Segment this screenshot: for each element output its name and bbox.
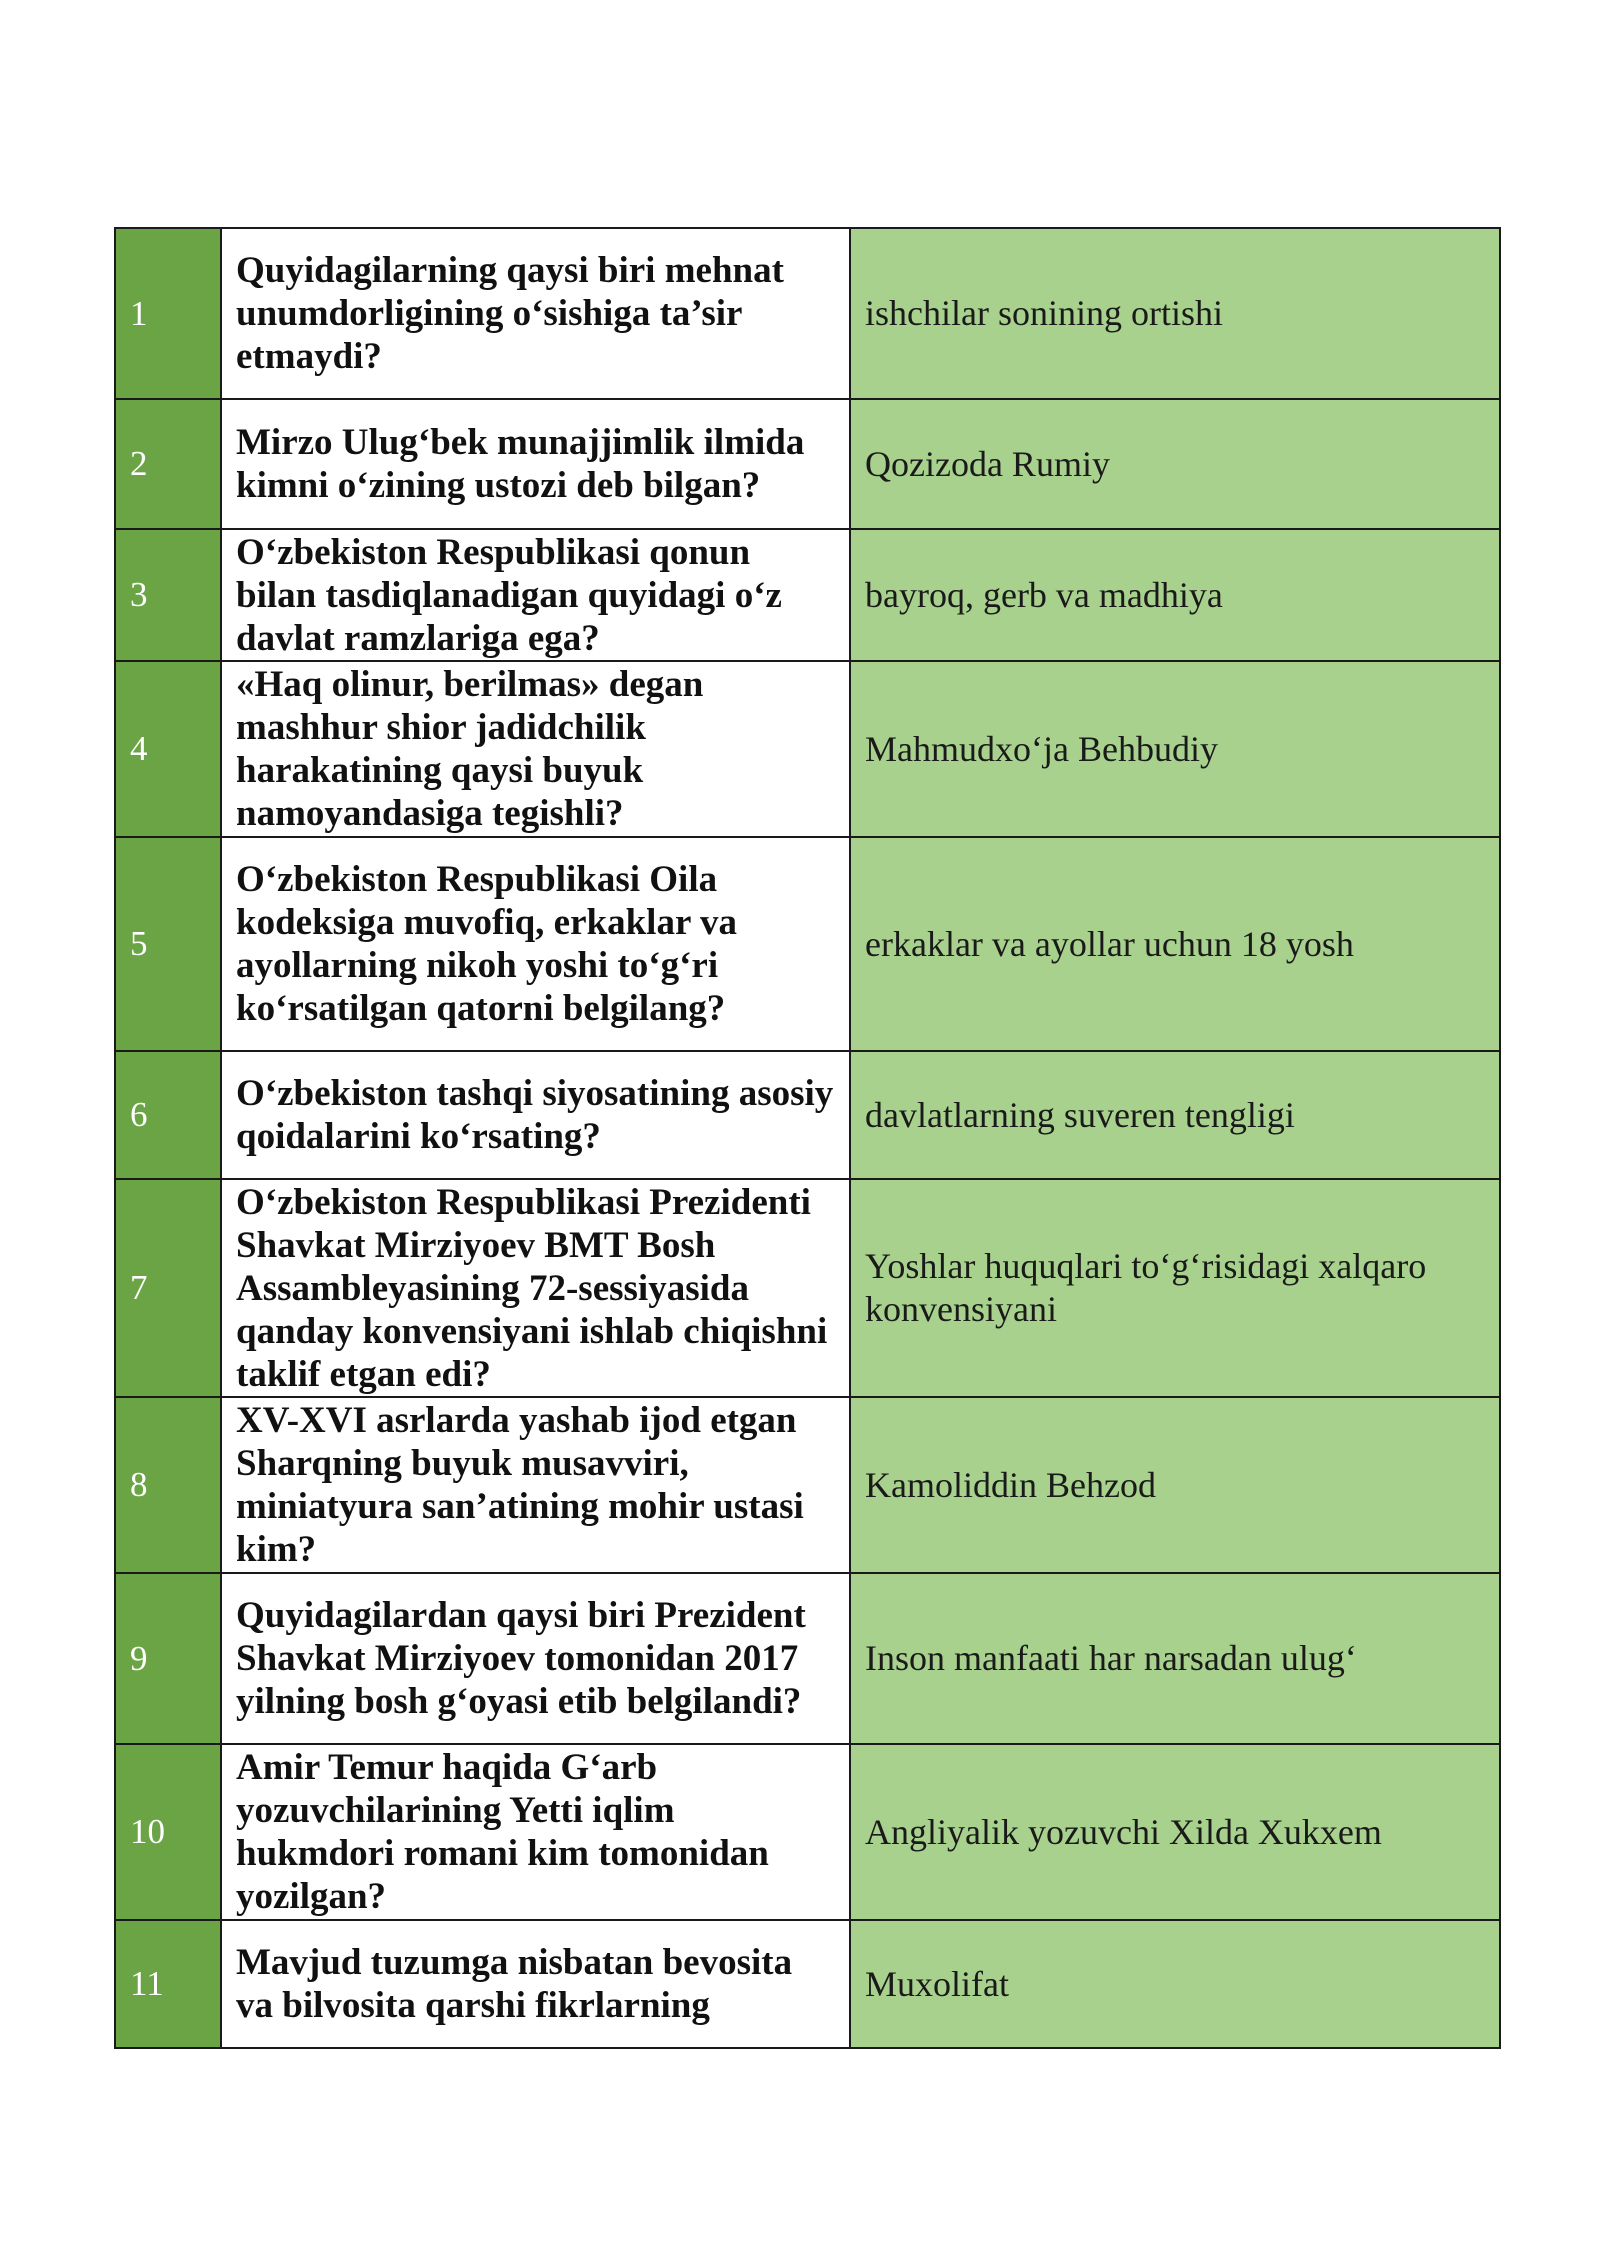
row-number: 9 (115, 1573, 221, 1744)
answer-cell: Mahmudxo‘ja Behbudiy (850, 661, 1500, 837)
answer-cell: Muxolifat (850, 1920, 1500, 2048)
question-cell: Mirzo Ulug‘bek munajjimlik ilmida kimni o‘zining ustozi deb bilgan? (221, 399, 850, 529)
row-number: 8 (115, 1397, 221, 1573)
question-cell: O‘zbekiston Respublikasi qonun bilan tasdiqlanadigan quyidagi o‘z davlat ramzlariga ega? (221, 529, 850, 661)
row-number: 11 (115, 1920, 221, 2048)
answer-cell: bayroq, gerb va madhiya (850, 529, 1500, 661)
question-cell: XV-XVI asrlarda yashab ijod etgan Sharqning buyuk musavviri, miniatyura san’atining mohir ustasi kim? (221, 1397, 850, 1573)
question-cell: O‘zbekiston Respublikasi Prezidenti Shavkat Mirziyoev BMT Bosh Assambleyasining 72-sessiyasida qanday konvensiyani ishlab chiqishni taklif etgan edi? (221, 1179, 850, 1397)
answer-cell: Inson manfaati har narsadan ulug‘ (850, 1573, 1500, 1744)
question-cell: O‘zbekiston tashqi siyosatining asosiy qoidalarini ko‘rsating? (221, 1051, 850, 1179)
table-row (115, 661, 1500, 837)
table-row (115, 1573, 1500, 1744)
question-cell: Mavjud tuzumga nisbatan bevosita va bilvosita qarshi fikrlarning (221, 1920, 850, 2048)
table-row (115, 228, 1500, 399)
question-cell: Quyidagilardan qaysi biri Prezident Shavkat Mirziyoev tomonidan 2017 yilning bosh g‘oyasi etib belgilandi? (221, 1573, 850, 1744)
table-row (115, 1744, 1500, 1920)
row-number: 6 (115, 1051, 221, 1179)
row-number: 10 (115, 1744, 221, 1920)
qa-table (114, 227, 1501, 2049)
row-number: 2 (115, 399, 221, 529)
table-row (115, 399, 1500, 529)
question-cell: Quyidagilarning qaysi biri mehnat unumdorligining o‘sishiga ta’sir etmaydi? (221, 228, 850, 399)
table-row (115, 1920, 1500, 2048)
table-row (115, 529, 1500, 661)
answer-cell: Angliyalik yozuvchi Xilda Xukxem (850, 1744, 1500, 1920)
question-cell: «Haq olinur, berilmas» degan mashhur shior jadidchilik harakatining qaysi buyuk namoyandasiga tegishli? (221, 661, 850, 837)
table-row (115, 1051, 1500, 1179)
question-cell: O‘zbekiston Respublikasi Oila kodeksiga muvofiq, erkaklar va ayollarning nikoh yoshi to‘g‘ri ko‘rsatilgan qatorni belgilang? (221, 837, 850, 1051)
row-number: 1 (115, 228, 221, 399)
question-cell: Amir Temur haqida G‘arb yozuvchilarining Yetti iqlim hukmdori romani kim tomonidan yozilgan? (221, 1744, 850, 1920)
answer-cell: Qozizoda Rumiy (850, 399, 1500, 529)
row-number: 5 (115, 837, 221, 1051)
answer-cell: Kamoliddin Behzod (850, 1397, 1500, 1573)
table-row (115, 1179, 1500, 1397)
table-row (115, 837, 1500, 1051)
row-number: 7 (115, 1179, 221, 1397)
table-row (115, 1397, 1500, 1573)
answer-cell: Yoshlar huquqlari to‘g‘risidagi xalqaro konvensiyani (850, 1179, 1500, 1397)
row-number: 3 (115, 529, 221, 661)
row-number: 4 (115, 661, 221, 837)
answer-cell: ishchilar sonining ortishi (850, 228, 1500, 399)
answer-cell: erkaklar va ayollar uchun 18 yosh (850, 837, 1500, 1051)
answer-cell: davlatlarning suveren tengligi (850, 1051, 1500, 1179)
